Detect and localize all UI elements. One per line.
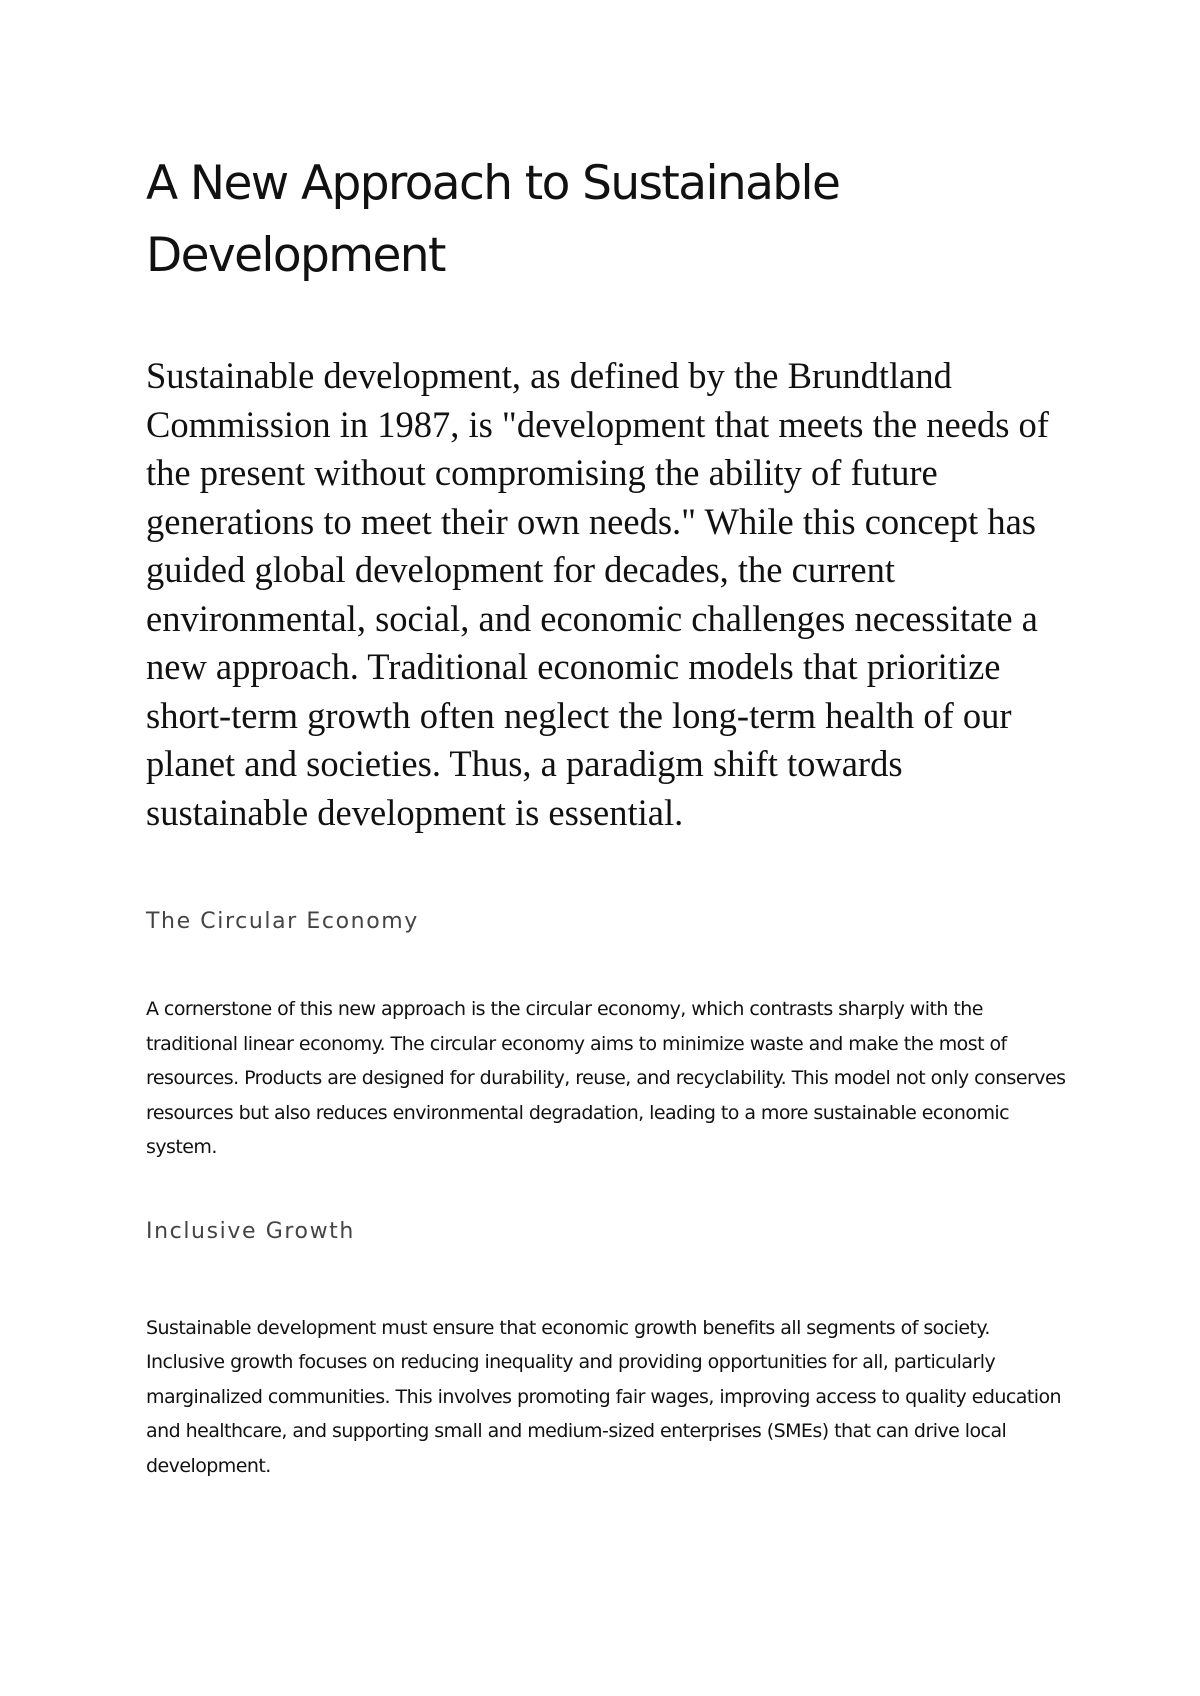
section-heading-circular-economy: The Circular Economy xyxy=(146,909,419,934)
document-content xyxy=(146,148,1066,1483)
document-title: A New Approach to Sustainable Development xyxy=(146,156,840,283)
intro-paragraph: Sustainable development, as defined by the Brundtland Commission in 1987, is "development that meets the needs of the present without compromising the ability of future generations to meet their own needs." While this concept has guided global development for decades, the current environmental, social, and economic challenges necessitate a new approach. Traditional economic models that prioritize short-term growth often neglect the long-term health of our planet and societies. Thus, a paradigm shift towards sustainable development is essential. xyxy=(146,355,1049,833)
section-body-circular-economy: A cornerstone of this new approach is the circular economy, which contrasts sharply with the traditional linear economy. The circular economy aims to minimize waste and make the most of resources. Products are designed for durability, reuse, and recyclability. This model not only conserves resources but also reduces environmental degradation, leading to a more sustainable economic system. xyxy=(146,998,1066,1158)
section-body-inclusive-growth: Sustainable development must ensure that economic growth benefits all segments of society. Inclusive growth focuses on reducing inequality and providing opportunities for all, particularly marginalized communities. This involves promoting fair wages, improving access to quality education and healthcare, and supporting small and medium-sized enterprises (SMEs) that can drive local development. xyxy=(146,1316,1062,1477)
section-heading-inclusive-growth: Inclusive Growth xyxy=(146,1218,355,1244)
